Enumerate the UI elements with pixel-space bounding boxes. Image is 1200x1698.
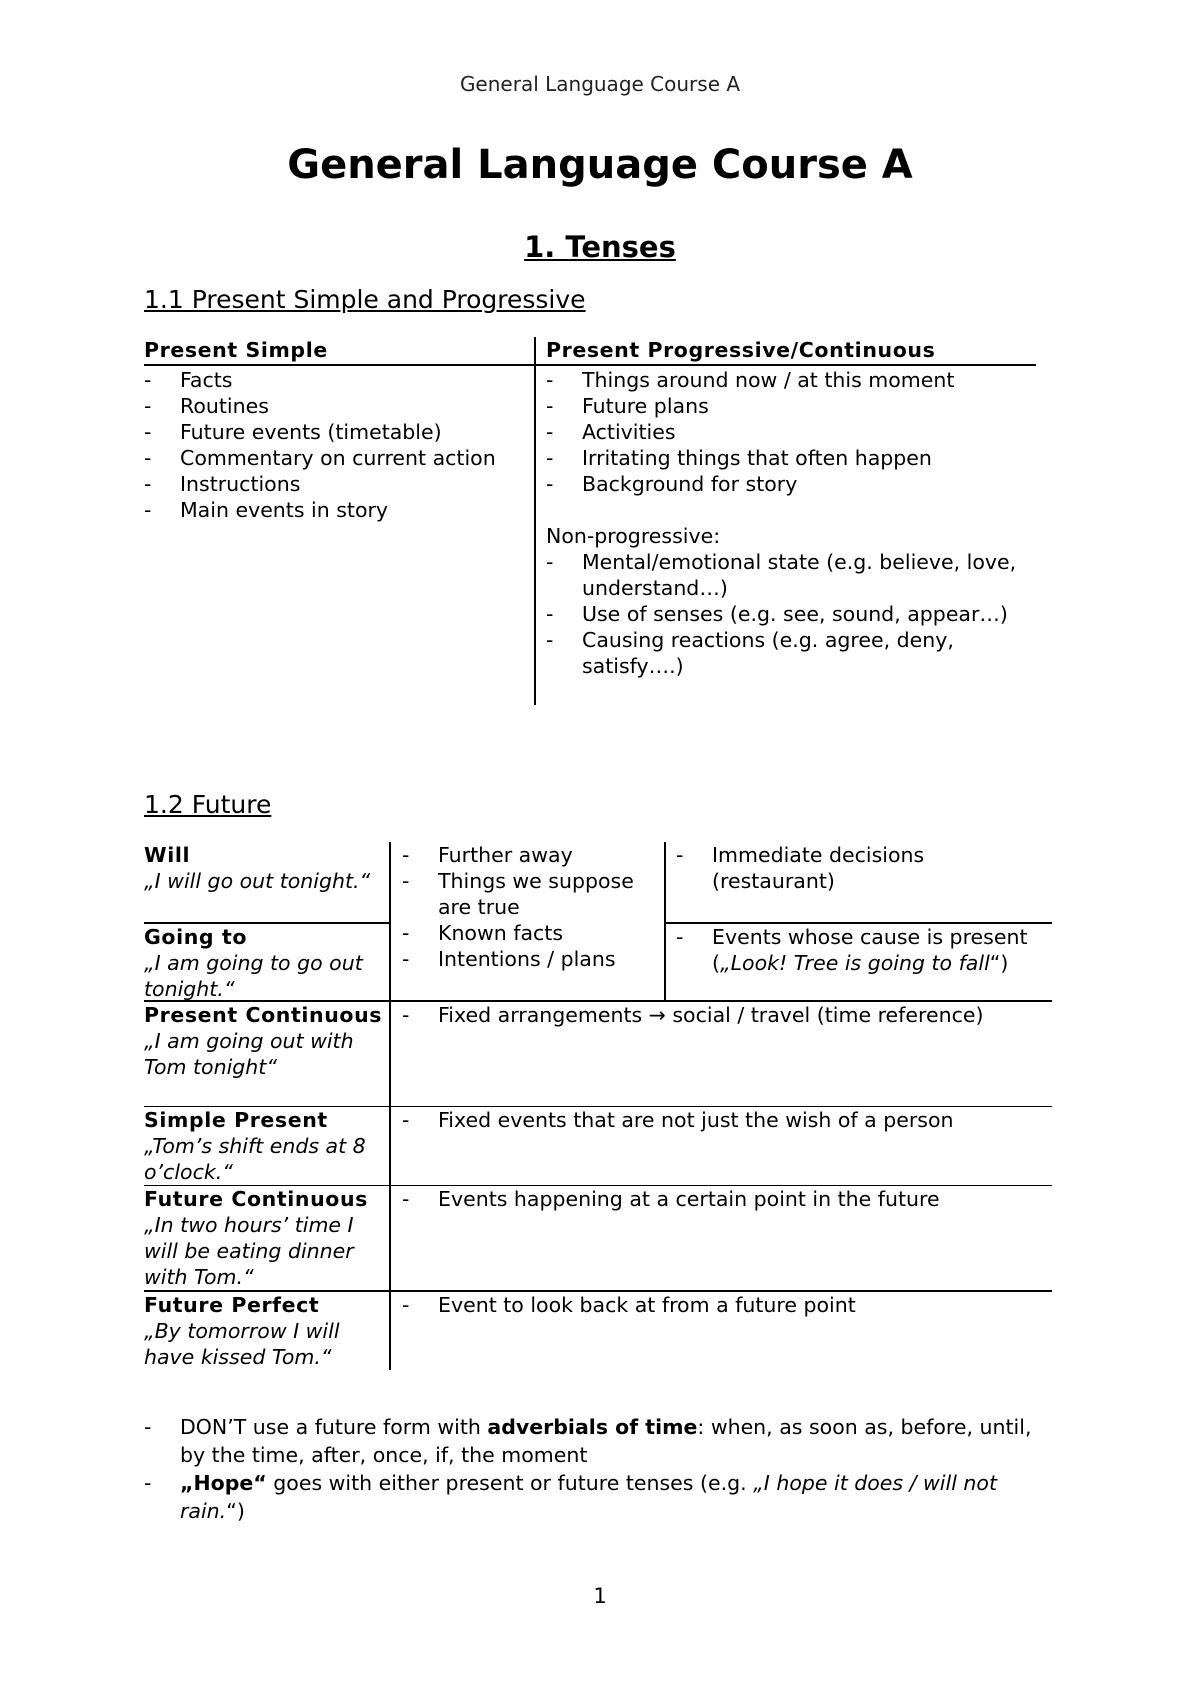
will-going-to-shared-uses: [402, 842, 660, 972]
present-simple-header: Present Simple: [144, 338, 328, 362]
section-heading-present: 1.1 Present Simple and Progressive: [144, 285, 586, 314]
list-item: - Commentary on current action: [144, 445, 514, 471]
tense-name: Simple Present: [144, 1108, 328, 1132]
going-to-specific-uses: [676, 924, 1046, 976]
list-item: - Immediate decisions (restaurant): [676, 842, 1046, 894]
note-emphasis: „Hope“: [180, 1471, 267, 1495]
tense-name: Present Continuous: [144, 1003, 383, 1027]
tense-name: Future Perfect: [144, 1293, 320, 1317]
present-simple-uses: [144, 367, 514, 523]
list-item: - Background for story: [546, 471, 1036, 497]
tense-example: „By tomorrow I will have kissed Tom.“: [144, 1319, 340, 1369]
list-item: - Fixed events that are not just the wish of a person: [402, 1107, 1052, 1133]
list-item: - Instructions: [144, 471, 514, 497]
note-adverbials: [144, 1413, 1044, 1469]
note-text: DON’T use a future form with: [180, 1415, 488, 1439]
present-progressive-column: [546, 367, 1036, 679]
list-item: - Events happening at a certain point in the future: [402, 1186, 1052, 1212]
section-heading-future: 1.2 Future: [144, 790, 272, 819]
page-number: 1: [593, 1584, 607, 1608]
present-progressive-header: Present Progressive/Continuous: [546, 338, 936, 362]
note-example: „I hope it does / will not rain.: [180, 1471, 997, 1523]
note-hope: [144, 1469, 1044, 1525]
tense-example: „I am going out with Tom tonight“: [144, 1029, 354, 1079]
use-text: Events whose cause is present (: [712, 925, 1028, 975]
list-item: - Fixed arrangements → social / travel (time reference): [402, 1002, 1052, 1028]
list-item: - Causing reactions (e.g. agree, deny, satisfy….): [546, 627, 1036, 679]
future-continuous-cell: [144, 1186, 384, 1290]
tense-name: Will: [144, 843, 191, 867]
list-item: - Further away: [402, 842, 660, 868]
list-item: - Main events in story: [144, 497, 514, 523]
tense-example: „Tom’s shift ends at 8 o’clock.“: [144, 1134, 366, 1184]
list-item: - Future plans: [546, 393, 1036, 419]
list-item: - Facts: [144, 367, 514, 393]
list-item: [676, 924, 1046, 976]
use-text: “): [989, 951, 1009, 975]
use-example: „Look! Tree is going to fall: [720, 951, 990, 975]
tense-example: „I am going to go out tonight.“: [144, 951, 363, 1001]
list-item: - Intentions / plans: [402, 946, 660, 972]
chapter-heading: 1. Tenses: [524, 230, 676, 264]
note-text: “): [226, 1499, 245, 1523]
tense-name: Future Continuous: [144, 1187, 368, 1211]
table-column-divider: [664, 842, 666, 1000]
note-text: goes with either present or future tenses (e.g.: [266, 1471, 754, 1495]
future-present-continuous-cell: [144, 1002, 384, 1080]
tense-name: Going to: [144, 925, 248, 949]
present-progressive-uses: [546, 367, 1036, 497]
future-going-to-cell: [144, 924, 384, 1002]
non-progressive-uses: [546, 549, 1036, 679]
future-continuous-uses: [402, 1186, 1052, 1212]
list-item: - Known facts: [402, 920, 660, 946]
tense-example: „In two hours’ time I will be eating dinner with Tom.“: [144, 1213, 354, 1289]
table-header-rule: [144, 364, 1036, 366]
note-emphasis: adverbials of time: [487, 1415, 698, 1439]
simple-present-uses: [402, 1107, 1052, 1133]
list-item: - Irritating things that often happen: [546, 445, 1036, 471]
list-item: - Mental/emotional state (e.g. believe, love, understand…): [546, 549, 1036, 601]
list-item: - Things around now / at this moment: [546, 367, 1036, 393]
running-header: General Language Course A: [459, 72, 741, 96]
note-text: : when, as soon as, before, until, by the time, after, once, if, the moment: [180, 1415, 1032, 1467]
table-column-divider: [534, 337, 536, 705]
list-item: - Activities: [546, 419, 1036, 445]
future-notes: [144, 1413, 1044, 1525]
list-item: - Event to look back at from a future point: [402, 1292, 1052, 1318]
future-simple-present-cell: [144, 1107, 384, 1185]
list-item: - Things we suppose are true: [402, 868, 660, 920]
will-specific-uses: [676, 842, 1046, 894]
future-perfect-cell: [144, 1292, 384, 1370]
present-continuous-uses: [402, 1002, 1052, 1028]
list-item: - Routines: [144, 393, 514, 419]
list-item: - Future events (timetable): [144, 419, 514, 445]
future-tenses-table: [144, 842, 1052, 1370]
tense-example: „I will go out tonight.“: [144, 869, 371, 893]
non-progressive-label: Non-progressive:: [546, 524, 721, 548]
list-item: - Use of senses (e.g. see, sound, appear…): [546, 601, 1036, 627]
document-title: General Language Course A: [287, 142, 913, 188]
future-perfect-uses: [402, 1292, 1052, 1318]
future-will-cell: [144, 842, 384, 894]
